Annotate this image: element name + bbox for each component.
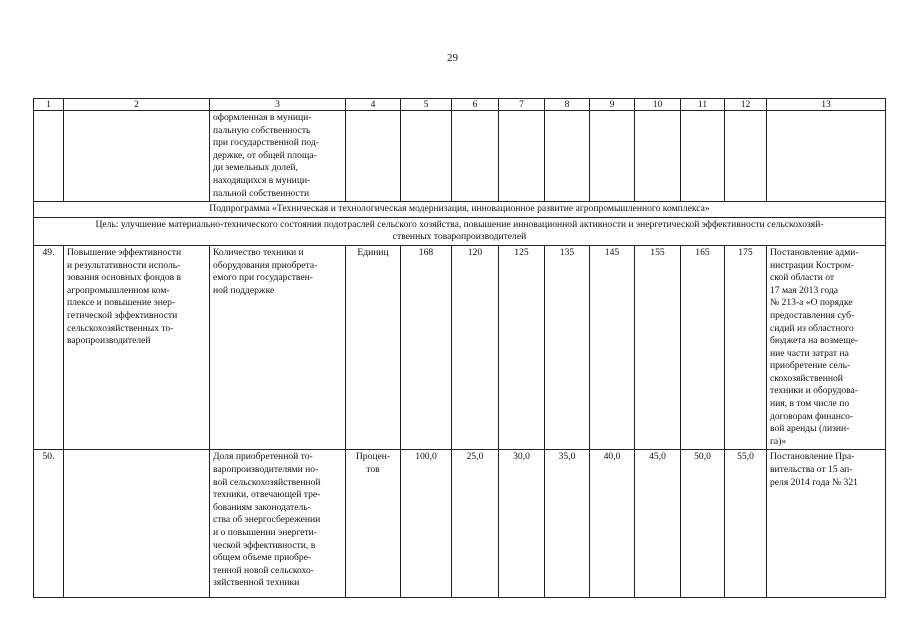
goal-text: Цель: улучшение материально-технического состояния подотраслей сельского хозяйства, повышение инновационной активности и энергетической эффективности сельскохозяй- ственных товаропроизводителей (34, 217, 886, 245)
column-number: 7 (499, 99, 545, 111)
goal-row (34, 217, 886, 245)
column-number: 11 (681, 99, 725, 111)
page-number: 29 (447, 52, 458, 64)
column-number: 10 (635, 99, 681, 111)
value-cell: 100,0 (401, 450, 452, 598)
empty-cell (767, 111, 886, 202)
column-number: 6 (452, 99, 499, 111)
value-cell: 168 (401, 245, 452, 450)
column-number: 2 (64, 99, 210, 111)
column-number-row (34, 99, 886, 111)
value-cell: 50,0 (681, 450, 725, 598)
value-cell: 165 (681, 245, 725, 450)
value-cell: 55,0 (725, 450, 767, 598)
row-number: 49. (34, 245, 64, 450)
source-cell: Постановление Пра- вительства от 15 ап- реля 2014 года № 321 (767, 450, 886, 598)
value-cell: 40,0 (590, 450, 635, 598)
subprogram-title: Подпрограмма «Техническая и технологическая модернизация, инновационное развитие агропромышленного комплекса» (34, 202, 886, 218)
column-number: 13 (767, 99, 886, 111)
table-row (34, 450, 886, 598)
empty-cell (34, 111, 64, 202)
empty-cell (635, 111, 681, 202)
value-cell: 45,0 (635, 450, 681, 598)
unit-cell: Процен- тов (346, 450, 401, 598)
value-cell: 120 (452, 245, 499, 450)
value-cell: 35,0 (545, 450, 590, 598)
empty-cell (499, 111, 545, 202)
empty-cell (545, 111, 590, 202)
subprogram-row (34, 202, 886, 218)
value-cell: 175 (725, 245, 767, 450)
column-number: 12 (725, 99, 767, 111)
value-cell: 25,0 (452, 450, 499, 598)
task-cell: Повышение эффективности и результативности исполь- зования основных фондов в агропромышленном ком- плексе и повышение энер- гетической эффективности сельскохозяйственных то- варопроизводителей (64, 245, 210, 450)
indicator-cell: Количество техники и оборудования приобрета- емого при государствен- ной поддержке (210, 245, 346, 450)
empty-cell (401, 111, 452, 202)
value-cell: 145 (590, 245, 635, 450)
continued-row (34, 111, 886, 202)
empty-cell (452, 111, 499, 202)
indicator-cell: оформленная в муници- пальную собственность при государственной под- держке, от общей площа- ди земельных долей, находящихся в муници- пальной собственности (210, 111, 346, 202)
value-cell: 135 (545, 245, 590, 450)
empty-cell (64, 111, 210, 202)
row-number: 50. (34, 450, 64, 598)
table-row (34, 245, 886, 450)
column-number: 1 (34, 99, 64, 111)
value-cell: 155 (635, 245, 681, 450)
empty-cell (346, 111, 401, 202)
indicators-table (33, 98, 886, 598)
source-cell: Постановление адми- нистрации Костром- ской области от 17 мая 2013 года № 213-а «О порядке предоставления суб- сидий из областного бюджета на возмеще- ние части затрат на приобретение сель- скохозяйственной техники и оборудова- ния, в том числе по договорам финансо- вой аренды (лизин- га)» (767, 245, 886, 450)
unit-cell: Единиц (346, 245, 401, 450)
task-cell (64, 450, 210, 598)
column-number: 4 (346, 99, 401, 111)
value-cell: 30,0 (499, 450, 545, 598)
column-number: 5 (401, 99, 452, 111)
empty-cell (725, 111, 767, 202)
empty-cell (590, 111, 635, 202)
value-cell: 125 (499, 245, 545, 450)
indicator-cell: Доля приобретенной то- варопроизводителями но- вой сельскохозяйственной техники, отвечающей тре- бованиям законодатель- ства об энергосбережении и о повышении энергети- ческой эффективности, в общем объеме приобре- тенной новой сельскохо- зяйственной техники (210, 450, 346, 598)
column-number: 3 (210, 99, 346, 111)
column-number: 9 (590, 99, 635, 111)
column-number: 8 (545, 99, 590, 111)
empty-cell (681, 111, 725, 202)
